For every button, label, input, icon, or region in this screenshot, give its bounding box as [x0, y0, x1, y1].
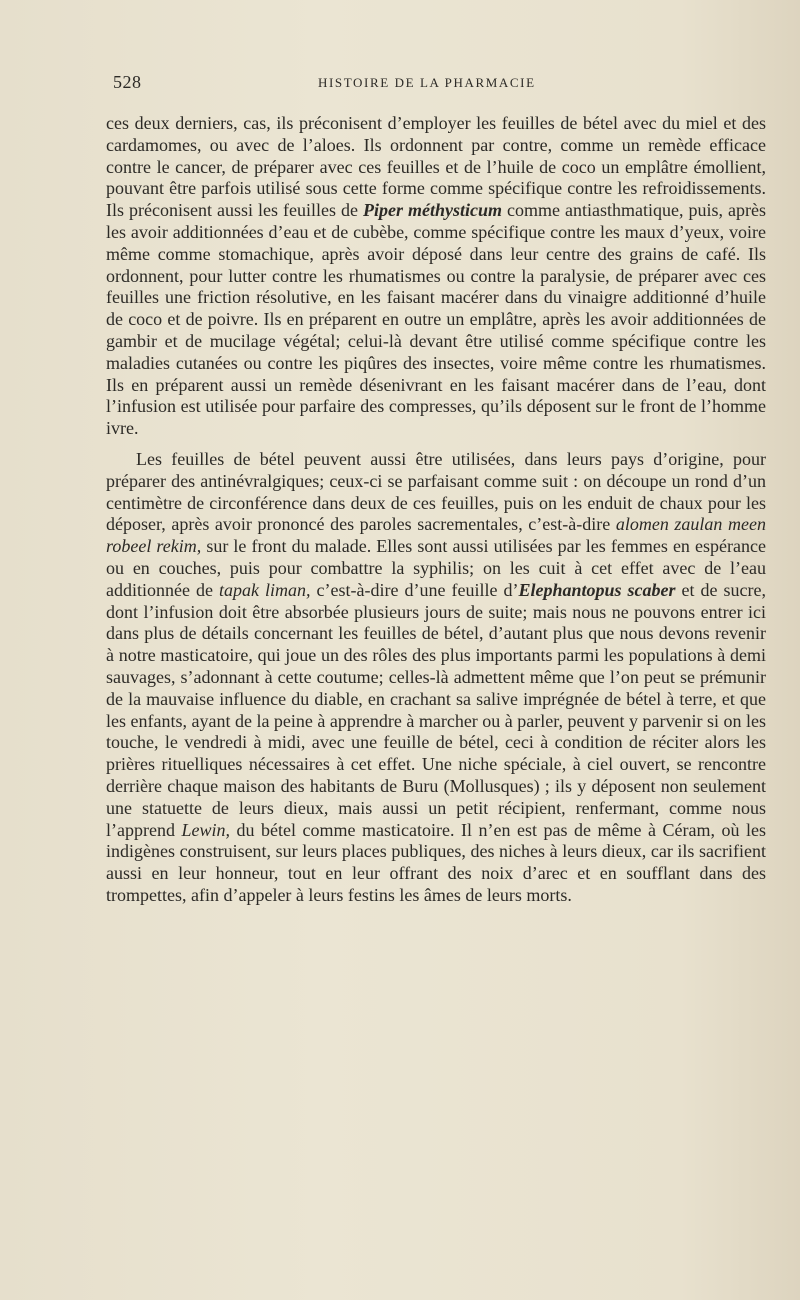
paragraph-2-text-c: c’est-à-dire d’une feuille d’ [310, 579, 519, 600]
paragraph-2-text-d: et de sucre, dont l’infusion doit être absorbée plusieurs jours de suite; mais nous ne pouvons entrer ici dans plus de détails concernant les feuilles de bétel, d’autant plus que nous devons revenir à notre masticatoire, qui joue un des rôles des plus importants parmi les populations à demi sauvages, s’adonnant à cette coutume; celles-là admettent même que l’on peut se prémunir de la mauvaise influence du diable, en crachant sa salive imprégnée de bétel à terre, et que les enfants, ayant de la peine à apprendre à marcher ou à parler, peuvent y parvenir si on les touche, le vendredi à midi, avec une feuille de bétel, ceci à condition de réciter alors les prières rituelliques nécessaires à cet effet. Une niche spéciale, à ciel ouvert, se rencontre derrière chaque maison des habitants de Buru (Mollusques) ; ils y déposent non seulement une statuette de leurs dieux, mais aussi un petit récipient, renfermant, comme nous l’apprend [106, 579, 766, 840]
paragraph-2-species-elephantopus: Elephantopus scaber [518, 579, 676, 600]
page-number: 528 [113, 72, 142, 92]
paragraph-2-incantation: alomen zaulan meen robeel rekim, [106, 514, 766, 557]
paragraph-2 [106, 449, 766, 907]
paragraph-2-text-e: du bétel comme masticatoire. Il n’en est pas de même à Céram, où les indigènes construisent, sur leurs places publiques, des niches à leurs dieux, car ils sacrifient aussi en leur honneur, tout en leur offrant des noix d’arec et en soufflant dans des trompettes, afin d’appeler à leurs festins les âmes de leurs morts. [106, 819, 766, 905]
paragraph-1-species-piper: Piper méthysticum [363, 200, 503, 221]
paragraph-2-text-a: Les feuilles de bétel peuvent aussi être utilisées, dans leurs pays d’origine, pour préparer des antinévralgiques; ceux-ci se parfaisant comme suit : on découpe un rond d’un centimètre de circonférence dans deux de ces feuilles, puis on les enduit de chaux pour les déposer, après avoir prononcé des paroles sacrementales, c’est-à-dire [106, 448, 766, 535]
paragraph-1 [106, 113, 766, 440]
paragraph-2-author-lewin: Lewin, [181, 819, 230, 840]
page-header [113, 72, 763, 96]
paragraph-1-text-a: ces deux derniers, cas, ils préconisent d’employer les feuilles de bétel avec du miel et des cardamomes, ou avec de l’aloes. Ils ordonnent par contre, comme un remède efficace contre le cancer, de préparer avec ces feuilles et de l’huile de coco un emplâtre émollient, pouvant être parfois utilisé sous cette forme comme spécifique contre les refroidissements. Ils préconisent aussi les feuilles de [106, 113, 766, 221]
paragraph-1-text-b: comme antiasthmatique, puis, après les avoir additionnées d’eau et de cubèbe, comme spécifique contre les maux d’yeux, voire même comme stomachique, après avoir déposé dans leur centre des grains de café. Ils ordonnent, pour lutter contre les rhumatismes ou contre la paralysie, de préparer avec ces feuilles une friction résolutive, en les faisant macérer dans du vinaigre additionné d’huile de coco et de poivre. Ils en préparent en outre un emplâtre, après les avoir additionnées de gambir et de mucilage végétal; celui-là devant être utilisé comme spécifique contre les maladies cutanées ou contre les piqûres des insectes, voire même contre les rhumatismes. Ils en préparent aussi un remède désenivrant en les faisant macérer dans de l’eau, dont l’infusion est utilisée pour parfaire des compresses, qu’ils déposent sur le front de l’homme ivre. [106, 200, 767, 439]
running-title: HISTOIRE DE LA PHARMACIE [318, 75, 536, 90]
paragraph-2-tapak-liman: tapak liman, [218, 579, 311, 600]
paragraph-2-text-b: sur le front du malade. Elles sont aussi utilisées par les femmes en espérance ou en couches, puis pour combattre la syphilis; on les cuit à cet effet avec de l’eau additionnée de [106, 536, 766, 600]
body-text [106, 113, 766, 907]
